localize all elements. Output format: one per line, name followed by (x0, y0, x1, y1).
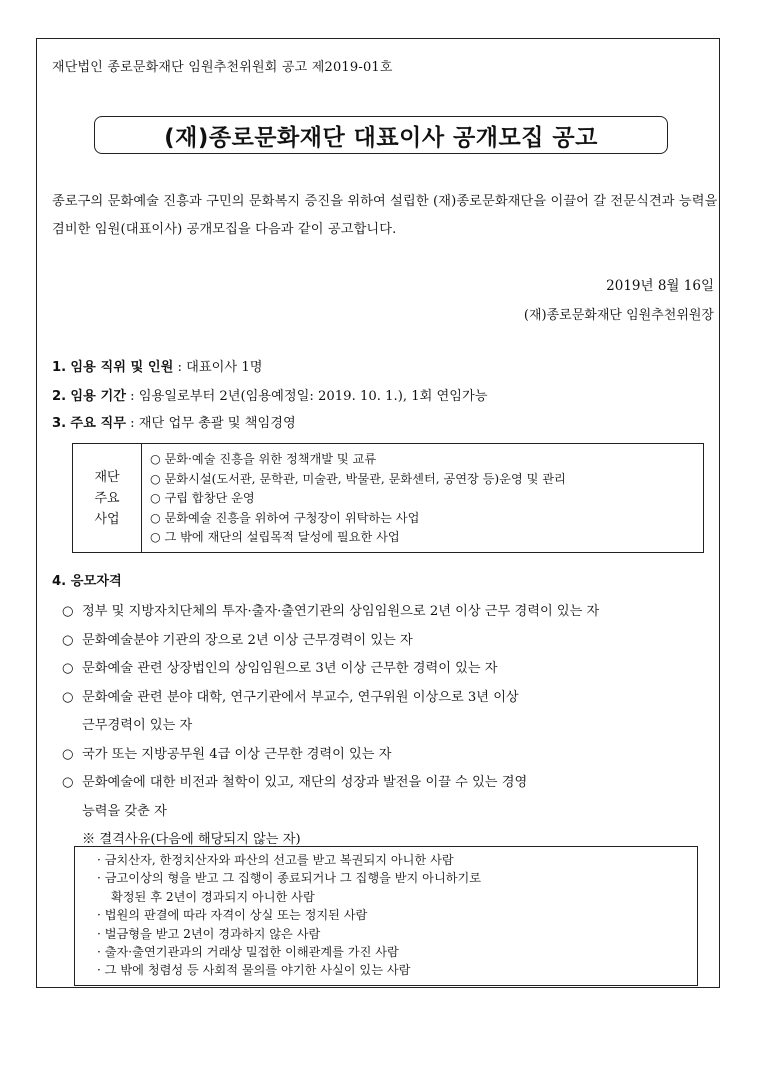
disqualification-box (74, 846, 698, 986)
bullet-circle: ○ (62, 661, 74, 676)
disqualification-item: · 법원의 판결에 따라 자격이 상실 또는 정지된 사람 (97, 908, 368, 923)
qualification-text-cont: 근무경력이 있는 자 (82, 718, 193, 733)
bullet-circle: ○ (62, 746, 74, 762)
disqualification-item: · 금치산자, 한정치산자와 파산의 선고를 받고 복권되지 아니한 사람 (97, 853, 454, 867)
business-label (73, 444, 142, 552)
section-content: 임용일로부터 2년(임용예정일: 2019. 10. 1.), 1회 연임가능 (138, 389, 488, 404)
section-title: 임용 기간 (70, 389, 126, 404)
section-title: 주요 직무 (70, 416, 126, 431)
disqualification-item-cont: 확정된 후 2년이 경과되지 아니한 사람 (111, 889, 315, 904)
list-item (62, 627, 712, 656)
qualification-text-cont: 능력을 갖춘 자 (82, 803, 167, 819)
business-item: ○ 그 밖에 재단의 설립목적 달성에 필요한 사업 (150, 530, 400, 544)
list-item (62, 769, 712, 826)
business-item: ○ 문화시설(도서관, 문학관, 미술관, 박물관, 문화센터, 공연장 등)운영 및 관리 (150, 471, 566, 486)
section-number: 3. (52, 416, 67, 431)
title-box (94, 116, 668, 154)
business-items (142, 444, 703, 552)
disqualification-item: · 출자·출연기관과의 거래상 밀접한 이해관계를 가진 사람 (97, 945, 399, 960)
notice-number: 재단법인 종로문화재단 임원추천위원회 공고 제2019-01호 (52, 60, 393, 75)
section-number: 2. (52, 389, 67, 404)
business-label-line: 재단 (94, 469, 120, 485)
section-heading: 4. 응모자격 (52, 574, 122, 589)
business-item: ○ 구립 합창단 운영 (150, 491, 255, 505)
list-item (62, 655, 712, 684)
disqualification-item: · 그 밖에 청렴성 등 사회적 물의를 야기한 사실이 있는 사람 (97, 963, 411, 978)
business-table (72, 443, 704, 553)
bullet-circle: ○ (62, 689, 74, 705)
section-term (52, 385, 488, 404)
bullet-circle: ○ (62, 775, 74, 790)
section-duties (52, 412, 296, 431)
section-separator: : (125, 389, 139, 404)
qualification-text: 문화예술 관련 분야 대학, 연구기관에서 부교수, 연구위원 이상으로 3년 이상 (82, 689, 519, 705)
page-title: (재)종로문화재단 대표이사 공개모집 공고 (164, 124, 598, 151)
list-item (62, 684, 712, 741)
section-content: 대표이사 1명 (186, 360, 263, 375)
qualification-text: 국가 또는 지방공무원 4급 이상 근무한 경력이 있는 자 (82, 746, 392, 762)
bullet-circle: ○ (62, 632, 74, 648)
section-qualifications (52, 570, 122, 589)
qualification-text: 문화예술분야 기관의 장으로 2년 이상 근무경력이 있는 자 (82, 632, 413, 648)
qualification-list (62, 598, 712, 855)
intro-paragraph: 종로구의 문화예술 진흥과 구민의 문화복지 증진을 위하여 설립한 (재)종로문화재단을 이끌어 갈 전문식견과 능력을 겸비한 임원(대표이사) 공개모집을 다음과 같이 공고합니다. (52, 194, 718, 237)
list-item (62, 741, 712, 770)
issuer-name: (재)종로문화재단 임원추천위원장 (523, 308, 714, 323)
qualification-text: 문화예술 관련 상장법인의 상임임원으로 3년 이상 근무한 경력이 있는 자 (82, 661, 498, 676)
section-content: 재단 업무 총괄 및 책임경영 (138, 416, 296, 431)
qualification-text: 문화예술에 대한 비전과 철학이 있고, 재단의 성장과 발전을 이끌 수 있는 경영 (82, 775, 528, 790)
qualification-text: 정부 및 지방자치단체의 투자·출자·출연기관의 상임임원으로 2년 이상 근무 경력이 있는 자 (82, 604, 600, 619)
business-label-line: 사업 (94, 511, 120, 527)
announcement-date: 2019년 8월 16일 (606, 278, 714, 294)
business-item: ○ 문화·예술 진흥을 위한 정책개발 및 교류 (150, 452, 377, 466)
section-position (52, 356, 262, 375)
disqualification-note: ※ 결격사유(다음에 해당되지 않는 자) (82, 832, 301, 847)
disqualification-item: · 금고이상의 형을 받고 그 집행이 종료되거나 그 집행을 받지 아니하기로 (97, 871, 482, 886)
section-title: 임용 직위 및 인원 (70, 360, 174, 375)
disqualification-item: · 벌금형을 받고 2년이 경과하지 않은 사람 (97, 926, 321, 941)
list-item (62, 598, 712, 627)
section-separator: : (173, 360, 187, 375)
section-number: 1. (52, 360, 67, 375)
section-separator: : (125, 416, 139, 431)
business-label-line: 주요 (94, 490, 120, 506)
business-item: ○ 문화예술 진흥을 위하여 구청장이 위탁하는 사업 (150, 510, 420, 525)
bullet-circle: ○ (62, 604, 74, 619)
